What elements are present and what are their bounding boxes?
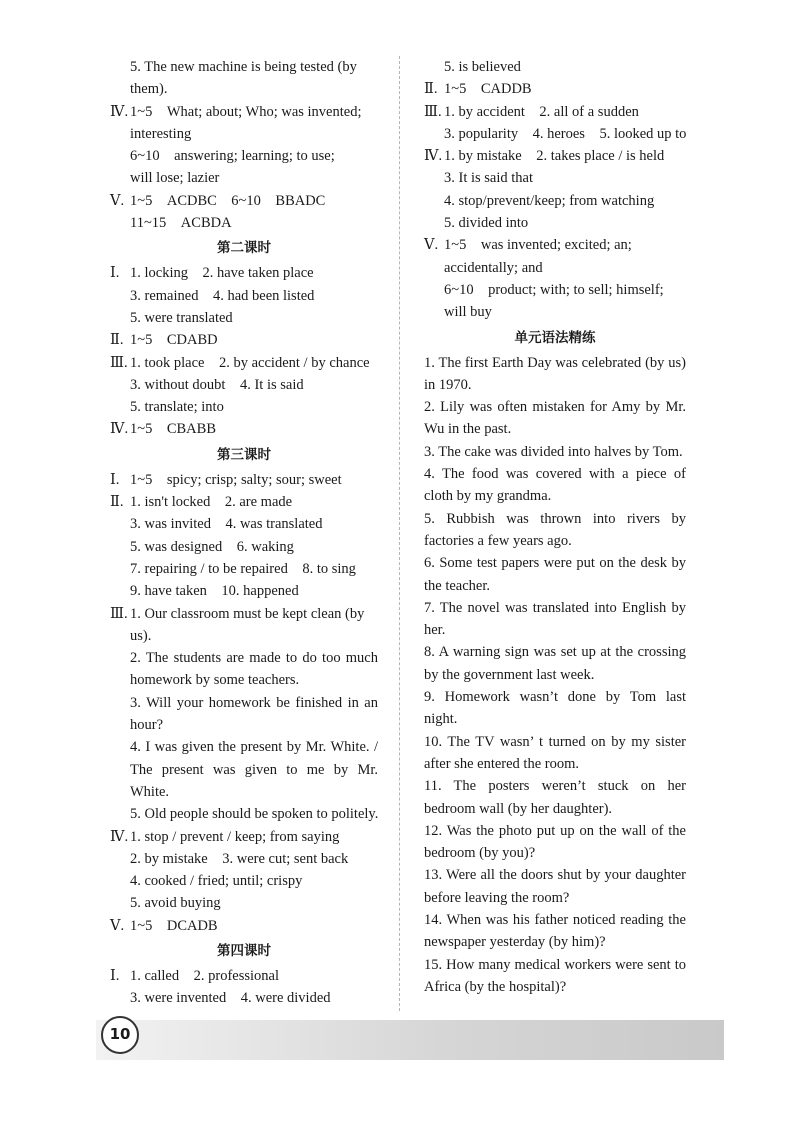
answer-line xyxy=(424,101,686,123)
answer-line xyxy=(110,352,378,374)
section-numeral: Ⅴ. xyxy=(110,917,125,934)
answer-text: 1~5 CADDB xyxy=(444,81,532,98)
answer-line: 5. avoid buying xyxy=(130,895,221,912)
answer-text: 1. by accident 2. all of a sudden xyxy=(444,103,639,120)
section-numeral: Ⅱ. xyxy=(110,332,124,349)
answer-text: 1~5 ACDBC 6~10 BBADC xyxy=(130,192,326,209)
section-heading: 单元语法精练 xyxy=(514,329,596,346)
answer-paragraph: 6. Some test papers were put on the desk by the teacher. xyxy=(424,555,686,594)
lesson-heading: 第三课时 xyxy=(217,446,271,463)
answer-paragraph: 1. The first Earth Day was celebrated (by us) in 1970. xyxy=(424,354,686,393)
answer-line: 7. repairing / to be repaired 8. to sing xyxy=(130,560,356,577)
answer-paragraph: 13. Were all the doors shut by your daughter before leaving the room? xyxy=(424,867,686,906)
answer-line: 6~10 product; with; to sell; himself; xyxy=(444,281,664,298)
answer-paragraph: 8. A warning sign was set up at the crossing by the government last week. xyxy=(424,644,686,683)
answer-paragraph: 14. When was his father noticed reading the newspaper yesterday (by him)? xyxy=(424,911,686,951)
answer-text: 1. isn't locked 2. are made xyxy=(130,494,293,511)
answer-text: 1~5 What; about; Who; was invented; xyxy=(130,103,362,120)
answer-line: 3. It is said that xyxy=(444,170,534,187)
section-numeral: Ⅲ. xyxy=(110,605,128,622)
section-numeral: Ⅲ. xyxy=(110,354,128,371)
answer-line: them). xyxy=(130,81,168,98)
answer-line xyxy=(424,145,686,167)
answer-line: 3. were invented 4. were divided xyxy=(130,990,331,1007)
answer-text: 1~5 CDABD xyxy=(130,332,218,349)
answer-line: 5. The new machine is being tested (by xyxy=(130,59,357,75)
answer-paragraph: 11. The posters weren’t stuck on her bedroom wall (by her daughter). xyxy=(424,778,686,817)
answer-paragraph: 9. Homework wasn’t done by Tom last night. xyxy=(424,689,686,728)
answer-line: 5. divided into xyxy=(444,215,529,232)
answer-line: 6~10 answering; learning; to use; xyxy=(130,148,335,165)
answer-text: 1. locking 2. have taken place xyxy=(130,265,314,282)
answer-line xyxy=(110,418,378,440)
section-numeral: Ⅱ. xyxy=(110,494,124,511)
answer-line: 5. was designed 6. waking xyxy=(130,538,294,555)
answer-line: will lose; lazier xyxy=(130,170,220,187)
answer-line xyxy=(110,469,378,491)
answer-paragraph: 4. The food was covered with a piece of cloth by my grandma. xyxy=(424,466,686,505)
answer-text: 1. called 2. professional xyxy=(130,967,279,984)
section-numeral: Ⅲ. xyxy=(424,103,442,120)
answer-line: 5. Old people should be spoken to politely. xyxy=(130,806,379,823)
page-number-badge: 10 xyxy=(101,1016,139,1054)
section-numeral: Ⅴ. xyxy=(110,192,125,209)
answer-text: 1. stop / prevent / keep; from saying xyxy=(130,828,340,845)
lesson-heading: 第二课时 xyxy=(217,240,271,257)
answer-line: 4. stop/prevent/keep; from watching xyxy=(444,192,655,209)
answer-text: 1. Our classroom must be kept clean (by xyxy=(130,605,365,622)
answer-line xyxy=(424,78,686,100)
answer-paragraph: 2. The students are made to do too much homework by some teachers. xyxy=(130,650,378,689)
answer-line: 11~15 ACBDA xyxy=(130,215,232,232)
answer-paragraph: 10. The TV wasn’ t turned on by my sister after she entered the room. xyxy=(424,733,686,772)
lesson-heading: 第四课时 xyxy=(217,942,271,959)
answer-line xyxy=(110,491,378,513)
answer-paragraph: 3. Will your homework be finished in an hour? xyxy=(130,694,378,734)
answer-line: 3. remained 4. had been listed xyxy=(130,287,315,304)
answer-text: 1~5 CBABB xyxy=(130,421,217,438)
section-numeral: Ⅰ. xyxy=(110,265,120,282)
section-numeral: Ⅳ. xyxy=(110,103,129,120)
section-numeral: Ⅳ. xyxy=(424,148,443,165)
section-numeral: Ⅳ. xyxy=(110,828,129,845)
answer-line xyxy=(110,603,378,625)
answer-line: interesting xyxy=(130,125,192,142)
answer-line: 3. without doubt 4. It is said xyxy=(130,376,304,393)
answer-line: will buy xyxy=(444,304,492,321)
answer-text: 1~5 spicy; crisp; salty; sour; sweet xyxy=(130,471,342,488)
answer-line xyxy=(110,190,378,212)
answer-line: 4. cooked / fried; until; crispy xyxy=(130,873,303,890)
answer-line: 3. popularity 4. heroes 5. looked up to xyxy=(444,125,687,142)
answer-paragraph: 5. Rubbish was thrown into rivers by factories a few years ago. xyxy=(424,510,686,549)
answer-text: 1~5 DCADB xyxy=(130,917,218,934)
section-numeral: Ⅰ. xyxy=(110,967,120,984)
right-column xyxy=(424,56,686,998)
section-numeral: Ⅳ. xyxy=(110,421,129,438)
footer-band xyxy=(96,1020,724,1060)
answer-line xyxy=(110,915,378,937)
answer-line: 5. is believed xyxy=(444,59,521,75)
answer-paragraph: 4. I was given the present by Mr. White. / The present was given to me by Mr. White. xyxy=(130,739,378,800)
section-numeral: Ⅰ. xyxy=(110,471,120,488)
answer-line: accidentally; and xyxy=(444,259,543,276)
answer-line: 3. was invited 4. was translated xyxy=(130,516,323,533)
answer-line xyxy=(110,262,378,284)
answer-line xyxy=(110,826,378,848)
column-divider xyxy=(399,56,400,1011)
answer-line: us). xyxy=(130,627,152,644)
answer-line: 5. translate; into xyxy=(130,399,224,416)
answer-text: 1. by mistake 2. takes place / is held xyxy=(444,148,665,165)
section-numeral: Ⅱ. xyxy=(424,81,438,98)
answer-paragraph: 15. How many medical workers were sent to Africa (by the hospital)? xyxy=(424,956,686,995)
answer-line xyxy=(110,965,378,987)
answer-line: 9. have taken 10. happened xyxy=(130,583,299,600)
section-numeral: Ⅴ. xyxy=(424,237,439,254)
answer-line: 2. by mistake 3. were cut; sent back xyxy=(130,850,349,867)
answer-line xyxy=(110,329,378,351)
answer-text: 1. took place 2. by accident / by chance xyxy=(130,354,370,371)
answer-text: 1~5 was invented; excited; an; xyxy=(444,237,632,254)
answer-line xyxy=(110,101,378,123)
left-column xyxy=(110,56,378,1010)
answer-paragraph: 2. Lily was often mistaken for Amy by Mr. Wu in the past. xyxy=(424,399,686,438)
answer-paragraph: 3. The cake was divided into halves by Tom. xyxy=(424,443,683,460)
answer-paragraph: 12. Was the photo put up on the wall of the bedroom (by you)? xyxy=(424,822,686,862)
answer-line: 5. were translated xyxy=(130,309,233,326)
answer-line xyxy=(424,234,686,256)
answer-paragraph: 7. The novel was translated into English by her. xyxy=(424,599,686,639)
